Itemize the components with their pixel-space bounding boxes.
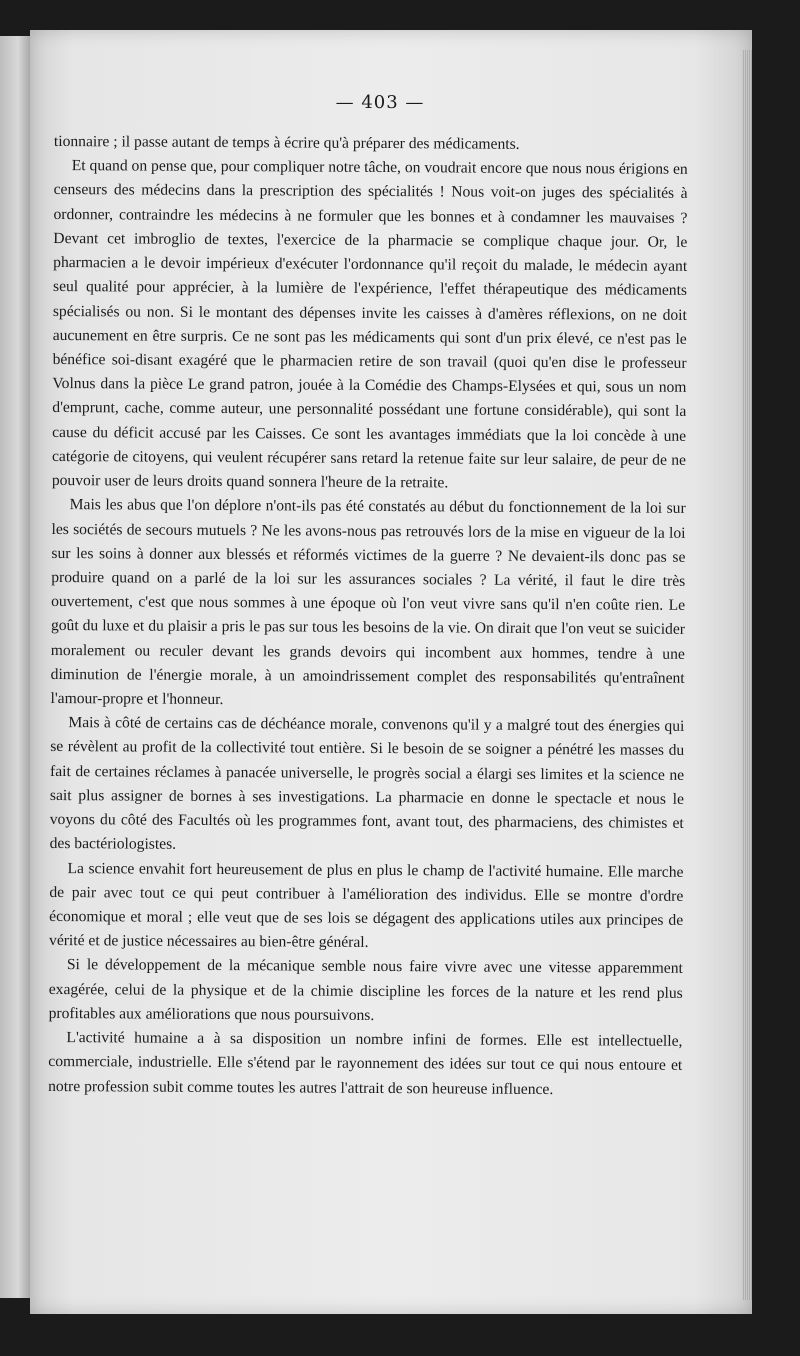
paragraph: Mais à côté de certains cas de déchéance morale, convenons qu'il y a malgré tout des énergies qui se révèlent au profit de la collectivité tout entière. Si le besoin de se soigner a pénétré les masses du fait de certaines réclames à panacée universelle, le progrès social a élargi ses limites et la science ne sait plus assigner de bornes à ses investigations. La pharmacie en donne le spectacle et nous le voyons du côté des Facultés où les programmes font, avant tout, des pharmaciens, des chimistes et des bactériologistes. [49, 714, 685, 854]
previous-page-edge [0, 36, 32, 1298]
paragraph: tionnaire ; il passe autant de temps à écrire qu'à préparer des médicaments. [53, 132, 520, 153]
paragraph: La science envahit fort heureusement de plus en plus le champ de l'activité humaine. Elle marche de pair avec tout ce qui peut contribuer à l'amélioration des individus. Elle se montre d'ordre économique et moral ; elle veut que de ses lois se dégagent des applications utiles aux principes de vérité et de justice nécessaires au bien-être général. [48, 859, 684, 952]
body-text [48, 130, 688, 1103]
book-page [30, 30, 752, 1314]
paragraph: Et quand on pense que, pour compliquer notre tâche, on voudrait encore que nous nous érigions en censeurs des médecins dans la prescription des spécialités ! Nous voit-on juges des spécialités à ordonner, contraindre les médecins à ne formuler que les bonnes et à condamner les mauvaises ? Devant cet imbroglio de textes, l'exercice de la pharmacie se complique chaque jour. Or, le pharmacien a le devoir impérieux d'exécuter l'ordonnance qu'il reçoit du malade, le médecin ayant seul qualité pour apprécier, à la lumière de l'expérience, l'effet thérapeutique des médicaments spécialisés ou non. Si le montant des dépenses invite les caisses à d'amères réflexions, on ne doit aucunement en être surpris. Ce ne sont pas les médicaments qui sont d'un prix élevé, ce n'est pas le bénéfice soi-disant exagéré que le pharmacien retire de son travail (quoi qu'en dise le professeur Volnus dans la pièce Le grand patron, jouée à la Comédie des Champs-Elysées et qui, sous un nom d'emprunt, cache, comme auteur, une personnalité possédant une fortune considérable), qui sont la cause du déficit accusé par les Caisses. Ce sont les avantages immédiats que la loi concède à une catégorie de citoyens, qui veulent récupérer sans retard la retenue faite sur leur salaire, de peur de ne pouvoir user de leurs droits quand sonnera l'heure de la retraite. [51, 157, 688, 492]
page-stack-edge [742, 50, 752, 1300]
paragraph: Si le développement de la mécanique semble nous faire vivre avec une vitesse apparemment exagérée, celui de la physique et de la chimie discipline les forces de la nature et les rend plus profitables aux améliorations que nous poursuivons. [48, 956, 683, 1024]
page-number: — 403 — [335, 92, 425, 113]
paragraph: L'activité humaine a à sa disposition un nombre infini de formes. Elle est intellectuelle, commerciale, industrielle. Elle s'étend par le rayonnement des idées sur tout ce qui nous entoure et notre profession subit comme toutes les autres l'attrait de son heureuse influence. [48, 1029, 683, 1098]
paragraph: Mais les abus que l'on déplore n'ont-ils pas été constatés au début du fonctionnement de la loi sur les sociétés de secours mutuels ? Ne les avons-nous pas retrouvés lors de la mise en vigueur de la loi sur les soins à donner aux blessés et réformés victimes de la guerre ? Ne devaient-ils donc pas se produire quand on a parlé de la loi sur les assurances sociales ? La vérité, il faut le dire très ouvertement, c'est que nous sommes à une époque où l'on veut vivre sans qu'il n'en coûte rien. Le goût du luxe et du plaisir a pris le pas sur tous les besoins de la vie. On dirait que l'on veut se suicider moralement ou reculer devant les grands devoirs qui incombent aux hommes, tendre à une diminution de l'énergie morale, à un amoindrissement complet des responsabilités qu'entraînent l'amour-propre et l'honneur. [50, 496, 686, 709]
